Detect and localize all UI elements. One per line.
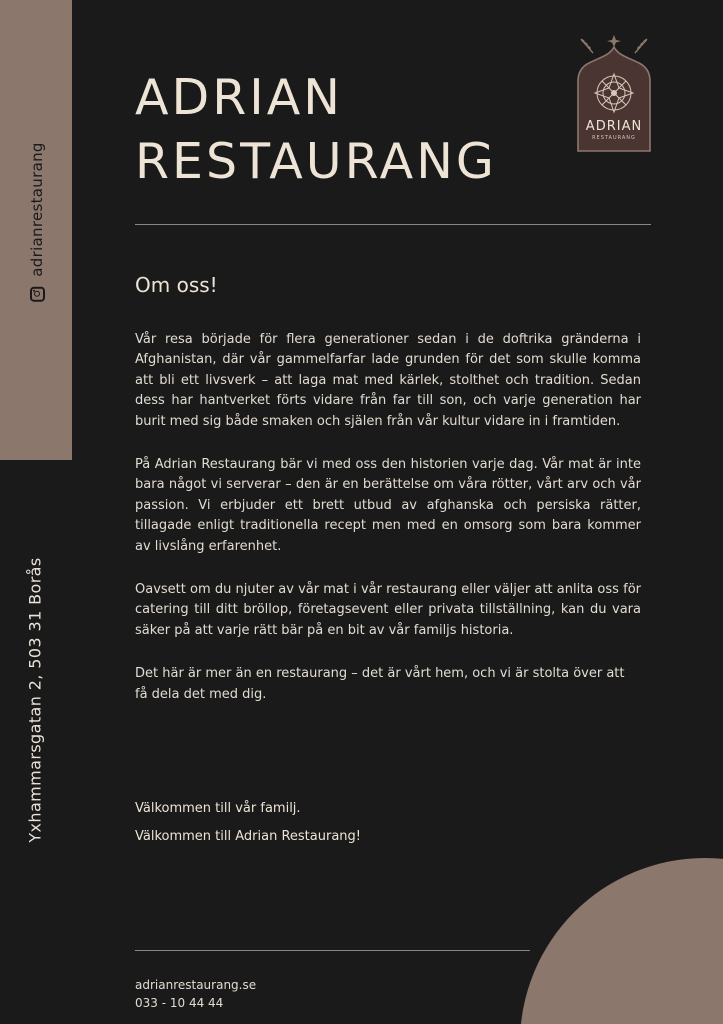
title-line-2: RESTAURANG [135, 133, 497, 190]
about-paragraph-2: På Adrian Restaurang bär vi med oss den historien varje dag. Vår mat är inte bara något vi serverar – den är en berättelse om våra rötter, vårt arv och vår passion. Vi erbjuder ett brett utbud av afghanska och persiska rätter, tillagade enligt traditionella recept men med en omsorg som bara kommer av livslång erfarenhet. [135, 457, 641, 554]
closing-lines [135, 795, 361, 851]
logo-name: ADRIAN [585, 119, 643, 134]
footer-divider [135, 950, 530, 951]
header-divider [135, 224, 651, 225]
website-link[interactable]: adrianrestaurang.se [135, 978, 257, 992]
about-paragraph-1: Vår resa började för flera generationer sedan i de doftrika gränderna i Afghanistan, där vår gammelfarfar lade grunden för det som skulle komma att bli ett livsverk – att laga mat med kärlek, stolthet och tradition. Sedan dess har hantverket förts vidare från far till son, och varje generation har burit med sig både smaken och själen från vår kultur vidare in i framtiden. [135, 332, 641, 429]
contact-info [135, 976, 256, 1012]
title-line-1: ADRIAN [135, 69, 343, 126]
address-text: Yxhammarsgatan 2, 503 31 Borås [25, 557, 45, 843]
instagram-handle: adrianrestaurang [28, 142, 46, 277]
closing-line-1: Välkommen till vår familj. [135, 801, 301, 816]
about-paragraph-4: Det här är mer än en restaurang – det är vårt hem, och vi är stolta över att få dela det med dig. [135, 666, 625, 702]
logo-tagline: RESTAURANG [592, 135, 636, 141]
decorative-circle [520, 858, 723, 1024]
closing-line-2: Välkommen till Adrian Restaurang! [135, 829, 361, 844]
phone-number[interactable]: 033 - 10 44 44 [135, 996, 224, 1010]
instagram-icon [30, 287, 45, 302]
restaurant-logo [575, 33, 653, 155]
page-title [135, 66, 497, 194]
about-heading: Om oss! [135, 273, 218, 297]
about-body [135, 330, 641, 728]
about-paragraph-3: Oavsett om du njuter av vår mat i vår restaurang eller väljer att anlita oss för catering till ditt bröllop, företagsevent eller privata tillställning, kan du vara säker på att varje rätt bär på en bit av vår familjs historia. [135, 582, 641, 638]
